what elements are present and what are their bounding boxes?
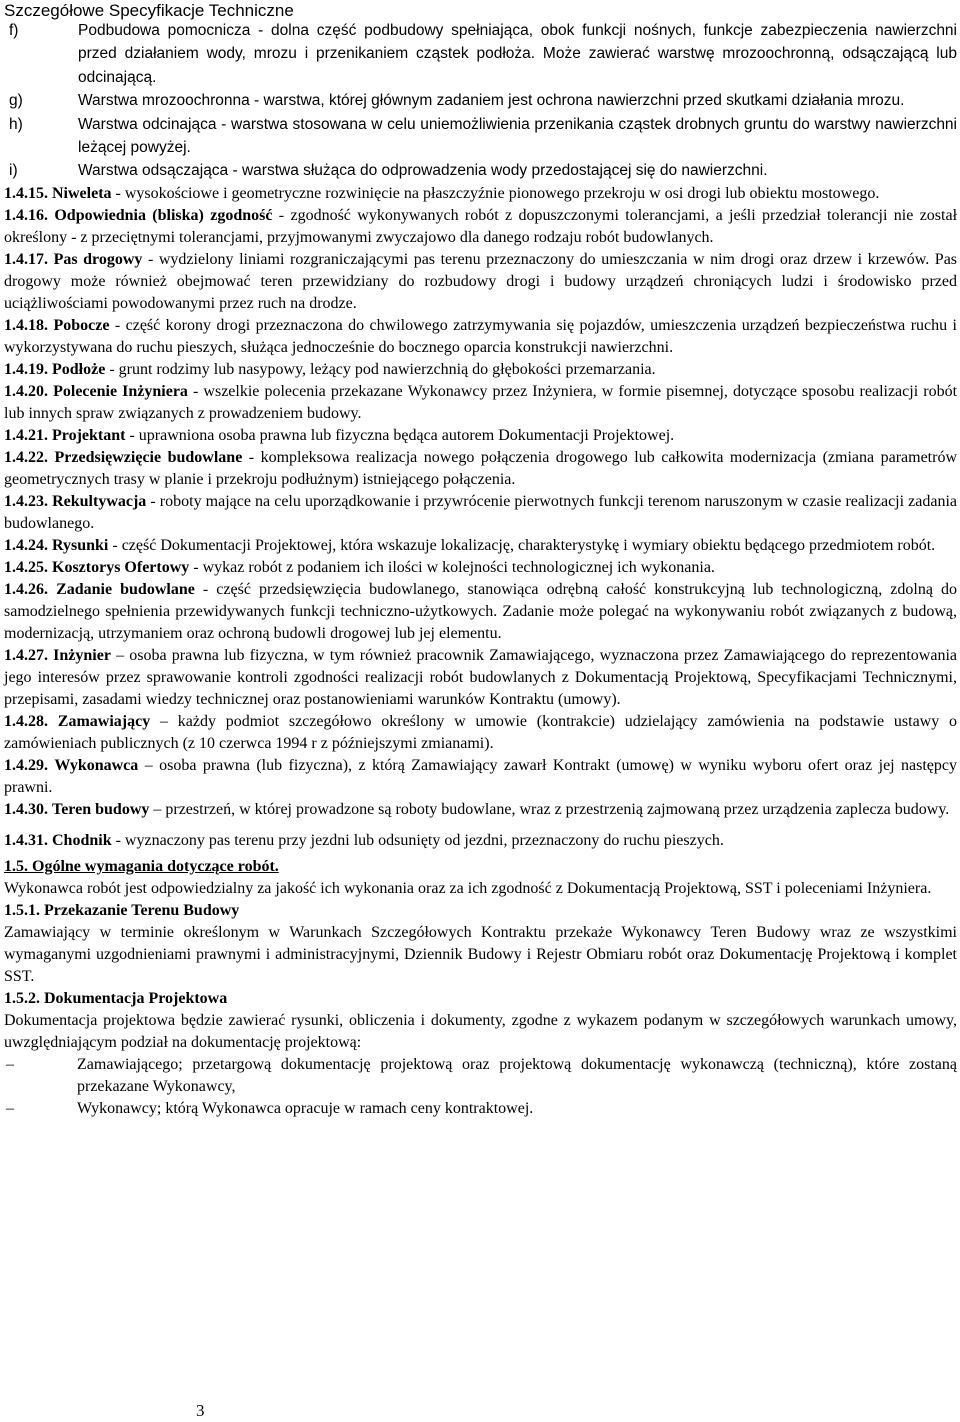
definition-term: Kosztorys Ofertowy bbox=[52, 558, 190, 576]
definition-item bbox=[4, 359, 957, 381]
definition-number: 1.4.15. bbox=[4, 184, 48, 202]
dash-list-item bbox=[4, 1098, 957, 1120]
definition-number: 1.4.19. bbox=[4, 360, 48, 378]
definition-item bbox=[4, 557, 957, 579]
definition-item bbox=[4, 425, 957, 447]
document-header: Szczegółowe Specyfikacje Techniczne bbox=[4, 1, 294, 20]
subsection-title: 1.5.2. Dokumentacja Projektowa bbox=[4, 989, 228, 1007]
definition-number: 1.4.27. bbox=[4, 646, 48, 664]
definition-item bbox=[4, 645, 957, 711]
definition-item bbox=[4, 249, 957, 315]
definition-text: - wszelkie polecenia przekazane Wykonawcy przez Inżyniera, w formie pisemnej, dotyczące sposobu realizacji robót lub innych spraw związanych z prowadzeniem budowy. bbox=[4, 382, 958, 422]
dash-list-item bbox=[4, 1054, 957, 1098]
definition-number: 1.4.20. bbox=[4, 382, 48, 400]
sublist-item-text: - dolna część podbudowy spełniająca, obok funkcji nośnych, funkcje zabezpieczenia nawierzchni przed działaniem wody, mrozu i przenikaniem cząstek podłoża. Może zawierać warstwę mrozoochronną, odsączającą lub odcinającą. bbox=[78, 22, 957, 86]
dash-item-text: Wykonawcy; którą Wykonawca opracuje w ramach ceny kontraktowej. bbox=[77, 1099, 534, 1117]
definition-item bbox=[4, 830, 957, 852]
definition-number: 1.4.25. bbox=[4, 558, 48, 576]
definition-number: 1.4.23. bbox=[4, 492, 48, 510]
definition-text: - wykaz robót z podaniem ich ilości w kolejności technologicznej ich wykonania. bbox=[189, 558, 715, 576]
definition-text: - wydzielony liniami rozgraniczającymi pas terenu przeznaczony do umieszczania w nim drogi oraz drzew i krzewów. Pas drogowy może również obejmować teren przewidziany do rozbudowy drogi i budowy urządzeń chroniących ludzi i środowisko przed uciążliwościami powodowanymi przez ruch na drodze. bbox=[4, 250, 958, 312]
definition-number: 1.4.30. bbox=[4, 800, 48, 818]
definition-text: - część korony drogi przeznaczona do chwilowego zatrzymywania się pojazdów, umieszczenia urządzeń bezpieczeństwa ruchu i wykorzystywana do ruchu pieszych, służąca jednocześnie do bocznego oparcia konstrukcji nawierzchni. bbox=[4, 316, 957, 356]
definition-text: – każdy podmiot szczegółowo określony w umowie (kontrakcie) udzielający zamówienia na podstawie ustawy o zamówieniach publicznych (z 10 czerwca 1994 r z późniejszymi zmianami). bbox=[4, 712, 958, 752]
definition-term: Rysunki bbox=[52, 536, 109, 554]
definition-text: - część przedsięwzięcia budowlanego, stanowiąca odrębną całość konstrukcyjną lub technologiczną, zdolną do samodzielnego spełnienia przewidywanych funkcji techniczno-użytkowych. Zadanie może polegać na wykonywaniu robót związanych z budową, modernizacją, utrzymaniem oraz ochroną budowli drogowej lub jej elementu. bbox=[4, 580, 958, 642]
sublist-item bbox=[4, 159, 957, 182]
dash-marker: – bbox=[6, 1055, 14, 1073]
definition-number: 1.4.17. bbox=[4, 250, 48, 268]
sublist-item-label: f) bbox=[9, 22, 19, 39]
sublist-item bbox=[4, 19, 957, 89]
definition-item bbox=[4, 535, 957, 557]
sublist-item-term: Podbudowa pomocnicza bbox=[78, 22, 251, 39]
definition-item bbox=[4, 491, 957, 535]
sublist-item bbox=[4, 89, 957, 112]
sublist-item bbox=[4, 113, 957, 160]
sublist-item-label: g) bbox=[9, 92, 23, 110]
definition-term: Inżynier bbox=[53, 646, 111, 664]
sublist-item-term: Warstwa odsączająca bbox=[78, 162, 229, 180]
definition-term: Wykonawca bbox=[54, 756, 139, 774]
subsection-paragraph: Dokumentacja projektowa będzie zawierać rysunki, obliczenia i dokumenty, zgodne z wykazem podanym w szczegółowych warunkach umowy, uwzględniającym podział na dokumentację projektową: bbox=[4, 1011, 957, 1051]
definition-term: Pas drogowy bbox=[53, 250, 143, 268]
definition-text: - zgodność wykonywanych robót z dopuszczonymi tolerancjami, a jeśli przedział tolerancji nie został określony - z przeciętnymi tolerancjami, przyjmowanymi zwyczajowo dla danego rodzaju robót budowlanych. bbox=[4, 206, 958, 246]
definition-term: Rekultywacja bbox=[52, 492, 147, 510]
section-title: 1.5. Ogólne wymagania dotyczące robót. bbox=[4, 857, 279, 875]
definition-text: - uprawniona osoba prawna lub fizyczna będąca autorem Dokumentacji Projektowej. bbox=[125, 426, 675, 444]
definition-item bbox=[4, 381, 957, 425]
definition-text: - wyznaczony pas terenu przy jezdni lub odsunięty od jezdni, przeznaczony do ruchu pieszych. bbox=[111, 831, 724, 849]
sublist-item-label: i) bbox=[9, 162, 18, 180]
definition-number: 1.4.28. bbox=[4, 712, 48, 730]
definition-term: Teren budowy bbox=[52, 800, 150, 818]
definition-term: Niweleta bbox=[52, 184, 112, 202]
sublist-item-text: - warstwa, której głównym zadaniem jest ochrona nawierzchni przed skutkami działania mrozu. bbox=[249, 92, 905, 110]
definition-number: 1.4.29. bbox=[4, 756, 48, 774]
definition-term: Projektant bbox=[52, 426, 126, 444]
definition-number: 1.4.22. bbox=[4, 448, 48, 466]
definition-item bbox=[4, 579, 957, 645]
sublist-item-term: Warstwa odcinająca bbox=[78, 115, 217, 133]
definition-text: – osoba prawna (lub fizyczna), z którą Zamawiający zawarł Kontrakt (umowę) w wyniku wyboru ofert oraz jej następcy prawni. bbox=[4, 756, 958, 796]
definition-text: – osoba prawna lub fizyczna, w tym również pracownik Zamawiającego, wyznaczona przez Zamawiającego do reprezentowania jego interesów przez sprawowanie kontroli zgodności realizacji robót budowlanych z Dokumentacją Projektową, Specyfikacjami Technicznymi, przepisami, zasadami wiedzy technicznej oraz postanowieniami warunków Kontraktu (umowy). bbox=[4, 646, 958, 708]
definition-number: 1.4.16. bbox=[4, 206, 48, 224]
definition-text: - kompleksowa realizacja nowego połączenia drogowego lub całkowita modernizacja (zmiana parametrów geometrycznych trasy w planie i przekroju podłużnym) istniejącego połączenia. bbox=[4, 448, 958, 488]
definition-term: Polecenie Inżyniera bbox=[53, 382, 188, 400]
definition-term: Pobocze bbox=[53, 316, 110, 334]
definition-text: – przestrzeń, w której prowadzone są roboty budowlane, wraz z przestrzenią zajmowaną przez urządzenia zaplecza budowy. bbox=[149, 800, 950, 818]
sublist-item-term: Warstwa mrozoochronna bbox=[78, 92, 250, 110]
definition-text: - część Dokumentacji Projektowej, która wskazuje lokalizację, charakterystykę i wymiary obiektu będącego przedmiotem robót. bbox=[108, 536, 936, 554]
section-paragraph: Wykonawca robót jest odpowiedzialny za jakość ich wykonania oraz za ich zgodność z Dokumentacją Projektową, SST i poleceniami Inżyniera. bbox=[4, 879, 932, 897]
page-number: 3 bbox=[196, 1401, 205, 1420]
definition-term: Podłoże bbox=[52, 360, 106, 378]
definition-item bbox=[4, 447, 957, 491]
definition-item bbox=[4, 183, 957, 205]
sublist-item-label: h) bbox=[9, 115, 23, 133]
section-1-5-1 bbox=[4, 900, 957, 988]
definition-number: 1.4.21. bbox=[4, 426, 48, 444]
definition-term: Zamawiający bbox=[57, 712, 151, 730]
definition-term: Przedsięwzięcie budowlane bbox=[54, 448, 243, 466]
sublist-item-text: - warstwa służąca do odprowadzenia wody przedostającej się do nawierzchni. bbox=[228, 162, 768, 180]
dash-list bbox=[4, 1054, 957, 1120]
definition-item bbox=[4, 799, 957, 821]
definition-term: Odpowiednia (bliska) zgodność bbox=[54, 206, 273, 224]
subsection-title: 1.5.1. Przekazanie Terenu Budowy bbox=[4, 901, 240, 919]
section-1-5-2 bbox=[4, 988, 957, 1120]
section-1-5 bbox=[4, 856, 957, 900]
definition-item bbox=[4, 205, 957, 249]
definition-number: 1.4.18. bbox=[4, 316, 48, 334]
subsection-paragraph: Zamawiający w terminie określonym w Warunkach Szczegółowych Kontraktu przekaże Wykonawcy Teren Budowy wraz ze wszystkimi wymaganymi uzgodnieniami prawnymi i administracyjnymi, Dziennik Budowy i Rejestr Obmiaru robót oraz Dokumentację Projektową i komplet SST. bbox=[4, 923, 957, 985]
document-page bbox=[4, 19, 957, 1120]
definition-text: - wysokościowe i geometryczne rozwinięcie na płaszczyźnie pionowego przekroju w osi drogi lub obiektu mostowego. bbox=[111, 184, 880, 202]
definition-text: - grunt rodzimy lub nasypowy, leżący pod nawierzchnią do głębokości przemarzania. bbox=[105, 360, 656, 378]
definition-item bbox=[4, 711, 957, 755]
definition-number: 1.4.24. bbox=[4, 536, 48, 554]
dash-marker: – bbox=[6, 1099, 14, 1117]
definition-term: Zadanie budowlane bbox=[56, 580, 195, 598]
definitions-list bbox=[4, 183, 957, 852]
sublist-item-text: - warstwa stosowana w celu uniemożliwienia przenikania cząstek drobnych gruntu do warstwy nawierzchni leżącej powyżej. bbox=[78, 115, 958, 157]
definition-term: Chodnik bbox=[52, 831, 112, 849]
definition-number: 1.4.26. bbox=[4, 580, 48, 598]
dash-item-text: Zamawiającego; przetargową dokumentację projektową oraz projektową dokumentację wykonawczą (techniczną), które zostaną przekazane Wykonawcy, bbox=[77, 1055, 957, 1095]
definition-item bbox=[4, 315, 957, 359]
definition-sublist bbox=[4, 19, 957, 183]
definition-text: - roboty mające na celu uporządkowanie i przywrócenie pierwotnych funkcji terenom naruszonym w czasie realizacji zadania budowlanego. bbox=[4, 492, 958, 532]
definition-item bbox=[4, 755, 957, 799]
definition-number: 1.4.31. bbox=[4, 831, 48, 849]
